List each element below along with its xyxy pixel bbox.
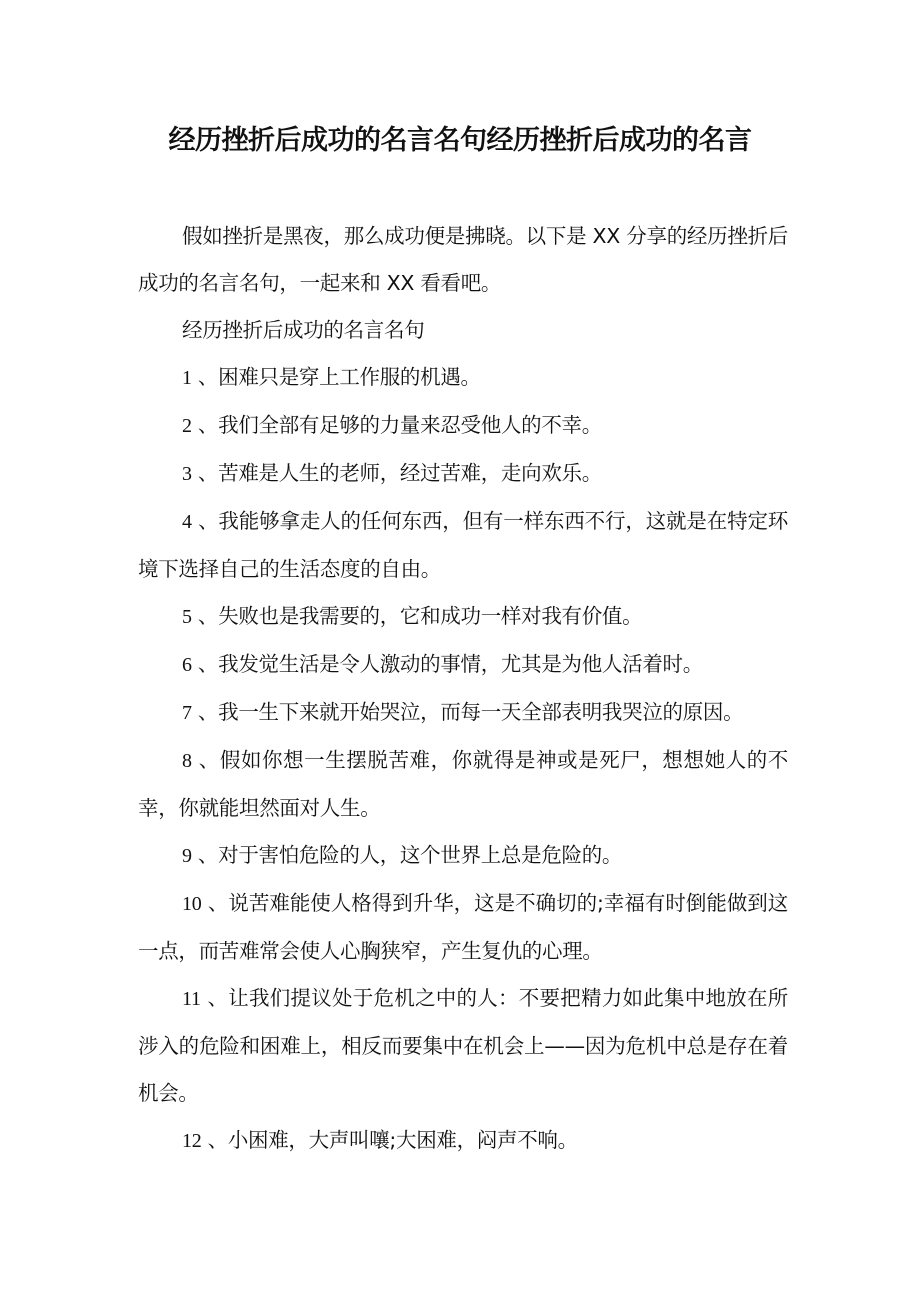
quote-number: 11 [182,988,201,1010]
quote-text: 、我发觉生活是令人激动的事情，尤其是为他人活着时。 [197,652,703,676]
quote-text: 、我们全部有足够的力量来忍受他人的不幸。 [197,413,602,437]
quote-text: 、小困难，大声叫嚷;大困难，闷声不响。 [207,1128,578,1152]
quote-number: 12 [182,1130,202,1152]
quote-item [138,832,788,880]
quote-number: 3 [182,463,192,485]
quote-text: 、假如你想一生摆脱苦难，你就得是神或是死尸，想想她人的不幸，你就能坦然面对人生。 [138,748,788,820]
quote-number: 2 [182,415,192,437]
intro-paragraph: 假如挫折是黑夜，那么成功便是拂晓。以下是 XX 分享的经历挫折后成功的名言名句，一起来和 XX 看看吧。 [138,224,788,295]
quote-number: 5 [182,606,192,628]
quote-text: 、苦难是人生的老师，经过苦难，走向欢乐。 [197,461,602,485]
section-heading: 经历挫折后成功的名言名句 [182,318,425,342]
quote-item [138,354,788,402]
quote-text: 、困难只是穿上工作服的机遇。 [197,365,481,389]
quote-text: 、我能够拿走人的任何东西，但有一样东西不行，这就是在特定环境下选择自己的生活态度的自由。 [138,509,788,581]
quote-item [138,593,788,641]
quote-text: 、我一生下来就开始哭泣，而每一天全部表明我哭泣的原因。 [197,700,744,724]
quote-item [138,737,788,832]
quote-text: 、说苦难能使人格得到升华，这是不确切的;幸福有时倒能做到这一点，而苦难常会使人心胸狭窄，产生复仇的心理。 [138,891,788,963]
quote-number: 9 [182,845,192,867]
quote-item [138,689,788,737]
quote-item [138,498,788,593]
quote-number: 8 [182,750,192,772]
quote-item [138,880,788,975]
quote-number: 1 [182,367,192,389]
quote-item [138,1117,788,1165]
quote-text: 、让我们提议处于危机之中的人：不要把精力如此集中地放在所涉入的危险和困难上，相反而要集中在机会上——因为危机中总是存在着机会。 [138,986,788,1105]
quote-text: 、对于害怕危险的人，这个世界上总是危险的。 [197,843,623,867]
quote-item [138,975,788,1117]
quote-item [138,641,788,689]
quote-item [138,450,788,498]
document-title: 经历挫折后成功的名言名句经历挫折后成功的名言 [168,125,752,156]
quote-number: 4 [182,511,192,533]
quote-number: 10 [182,893,202,915]
document-body [138,213,788,1165]
quote-item [138,402,788,450]
quote-text: 、失败也是我需要的，它和成功一样对我有价值。 [197,604,643,628]
quote-number: 6 [182,654,192,676]
quote-number: 7 [182,702,192,724]
